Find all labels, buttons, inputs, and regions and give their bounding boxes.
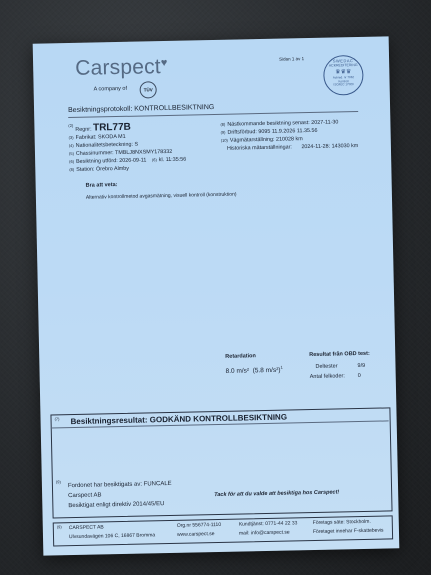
three-crowns-icon: ♛♛♛ (335, 69, 352, 76)
seal-line: Kontroll (338, 78, 349, 83)
footer-address: Ulvsundavägen 106 C, 16867 Bromma (68, 532, 156, 541)
footer-tax: Företaget innehar F-skattebevis (312, 527, 384, 536)
page-number: Sidan 1 av 1 (279, 56, 305, 62)
tuv-logo-icon: TÜV (139, 81, 156, 98)
retardation-value: 8.0 m/s² (5.8 m/s²)$^1$ (225, 364, 283, 375)
field-odometer: $^{(10)}$ Vägmätarställning: 210028 km (220, 136, 303, 144)
registration-number: TRL77B (92, 121, 131, 134)
field-station: $^{(8)}$ Station: Örebro Almby (69, 165, 130, 173)
signoff-field-number: (9) (55, 479, 61, 485)
logo-text: Carspect (74, 55, 162, 80)
obd-row-felkoder: Antal felkoder: 0 (309, 372, 361, 381)
field-regnr: $^{(2)}$Regnr: TRL77B (68, 121, 131, 134)
notes-text: Alternativ kontrollmetod avgasmätning, visuell kontroll (konstruktion) (85, 191, 237, 201)
footer-field-number: (9) (56, 524, 62, 530)
company-of-label: A company of (93, 85, 128, 93)
field-nationality: $^{(4)}$ Nationalitetsbeteckning: S (68, 141, 139, 149)
footer-phone: Kundtjänst: 0771-44 22 33 (238, 520, 298, 528)
field-next-inspection: $^{(8)}$ Nästkommande besiktning senast: 2027-11-30 (220, 119, 339, 128)
retardation-label: Retardation (225, 353, 256, 360)
field-inspection-date: $^{(6)}$ Besiktning utförd: 2026-09-11 $^{(6)}$ kl. 11:35:56 (69, 156, 187, 165)
field-fabrikat: $^{(3)}$ Fabrikat: SKODA M1 (68, 133, 126, 141)
heart-icon: ♥ (160, 56, 168, 70)
inspection-document (33, 36, 400, 555)
result-field-number: (7) (54, 416, 60, 422)
footer-seat: Företags säte: Stockholm. (312, 518, 371, 527)
signoff-company: Carspect AB (68, 492, 102, 500)
carspect-logo (75, 55, 168, 81)
seal-line: Ackred. nr 7062 (332, 75, 355, 80)
footer-org: Org.nr 556774-1110 (176, 521, 222, 529)
footer-mail: mail: info@carspect.se (238, 529, 290, 537)
seal-line: ISO/IEC 17020 (333, 82, 354, 87)
footer-company: CARSPECT AB (68, 524, 104, 532)
result-title: Besiktningsresultat: GODKÄND KONTROLLBESIKTNING (70, 412, 288, 427)
signoff-directive: Besiktigat enligt direktiv 2014/45/EU (68, 501, 165, 510)
obd-row-deltester: Deltester 9/9 (315, 362, 366, 370)
field-driftsforbud: $^{(9)}$ Driftsförbud: 9095 11.9.2026 11.35.56 (220, 127, 318, 136)
seal-ring-text: SWEDAC (332, 58, 354, 64)
document-title: Besiktningsprotokoll: KONTROLLBESIKTNING (68, 103, 215, 115)
signoff-inspector: Fordonet har besiktigats av: FUNCALE (67, 480, 172, 490)
thanks-message: Tack för att du valde att besiktiga hos Carspect! (214, 489, 340, 499)
seal-ring-text-2: ACKREDITERING (328, 62, 358, 68)
field-odometer-history: Historiska mätarställningar: 2024-11-28: 143030 km (226, 142, 359, 152)
field-chassis: $^{(5)}$ Chassinummer: TMBLJ8NXSMY178332 (68, 148, 173, 157)
swedac-seal (323, 55, 364, 96)
obd-title: Resultat från OBD test: (309, 350, 370, 359)
notes-title: Bra att veta: (85, 182, 118, 189)
footer-web: www.carspect.se (176, 531, 215, 538)
